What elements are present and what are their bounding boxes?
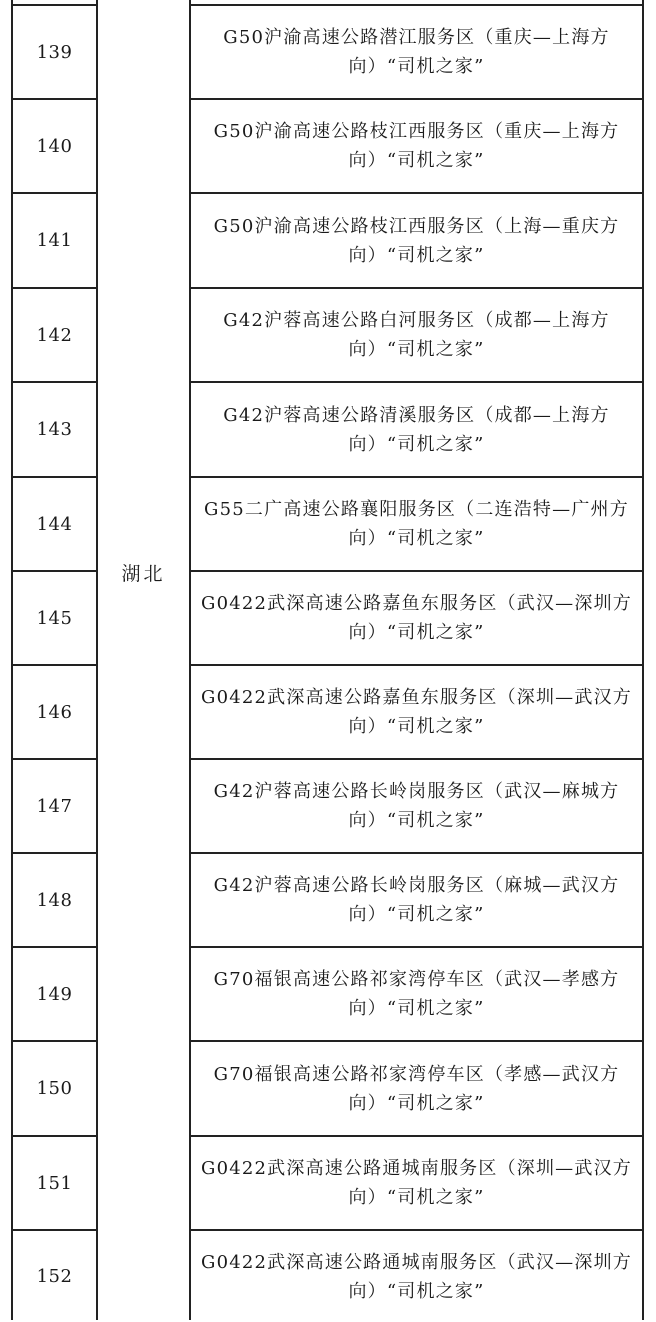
row-number: 145 bbox=[36, 607, 73, 629]
row-number: 150 bbox=[36, 1078, 73, 1099]
row-description-text: G55二广高速公路襄阳服务区（二连浩特—广州方向）“司机之家” bbox=[204, 499, 629, 549]
row-description bbox=[193, 760, 640, 852]
province-cell: 湖北 bbox=[121, 562, 166, 585]
row-description bbox=[193, 666, 640, 758]
row-description-text: G70福银高速公路祁家湾停车区（孝感—武汉方向）“司机之家” bbox=[213, 1063, 620, 1114]
row-number: 140 bbox=[36, 135, 73, 157]
row-description bbox=[193, 194, 640, 287]
row-number: 151 bbox=[36, 1172, 73, 1194]
row-number: 148 bbox=[36, 889, 73, 911]
table-border-right bbox=[642, 0, 644, 1320]
row-description-text: G0422武深高速公路通城南服务区（武汉—深圳方向）“司机之家” bbox=[201, 1251, 632, 1302]
row-description-text: G42沪蓉高速公路白河服务区（成都—上海方向）“司机之家” bbox=[223, 310, 610, 360]
row-number: 147 bbox=[36, 795, 73, 817]
row-number: 146 bbox=[36, 701, 73, 723]
row-number: 149 bbox=[36, 983, 73, 1005]
row-number: 152 bbox=[36, 1266, 73, 1287]
row-description bbox=[193, 478, 640, 570]
row-number: 144 bbox=[36, 513, 73, 535]
row-description-text: G50沪渝高速公路枝江西服务区（上海—重庆方向）“司机之家” bbox=[213, 215, 620, 266]
row-description bbox=[193, 948, 640, 1040]
row-description-text: G0422武深高速公路通城南服务区（深圳—武汉方向）“司机之家” bbox=[201, 1158, 632, 1208]
row-description bbox=[193, 6, 640, 98]
row-description bbox=[193, 383, 640, 476]
row-description-text: G42沪蓉高速公路长岭岗服务区（武汉—麻城方向）“司机之家” bbox=[213, 781, 620, 831]
row-description bbox=[193, 289, 640, 381]
table-border-col1 bbox=[96, 0, 98, 1320]
row-description-text: G70福银高速公路祁家湾停车区（武汉—孝感方向）“司机之家” bbox=[213, 969, 620, 1019]
row-description bbox=[193, 1042, 640, 1135]
row-description bbox=[193, 1137, 640, 1229]
row-description-text: G0422武深高速公路嘉鱼东服务区（深圳—武汉方向）“司机之家” bbox=[201, 687, 632, 737]
row-number: 139 bbox=[36, 41, 73, 63]
row-description-text: G50沪渝高速公路枝江西服务区（重庆—上海方向）“司机之家” bbox=[213, 121, 620, 171]
row-description bbox=[193, 854, 640, 946]
row-number: 142 bbox=[36, 324, 73, 346]
row-description bbox=[193, 1231, 640, 1322]
row-description bbox=[193, 572, 640, 664]
row-description-text: G42沪蓉高速公路长岭岗服务区（麻城—武汉方向）“司机之家” bbox=[213, 875, 620, 925]
row-number: 141 bbox=[36, 230, 73, 251]
row-description-text: G0422武深高速公路嘉鱼东服务区（武汉—深圳方向）“司机之家” bbox=[201, 593, 632, 643]
table-border-col2 bbox=[189, 0, 191, 1320]
row-description-text: G42沪蓉高速公路清溪服务区（成都—上海方向）“司机之家” bbox=[223, 404, 610, 455]
row-description-text: G50沪渝高速公路潜江服务区（重庆—上海方向）“司机之家” bbox=[223, 27, 610, 77]
row-description bbox=[193, 100, 640, 192]
row-number: 143 bbox=[36, 419, 73, 440]
